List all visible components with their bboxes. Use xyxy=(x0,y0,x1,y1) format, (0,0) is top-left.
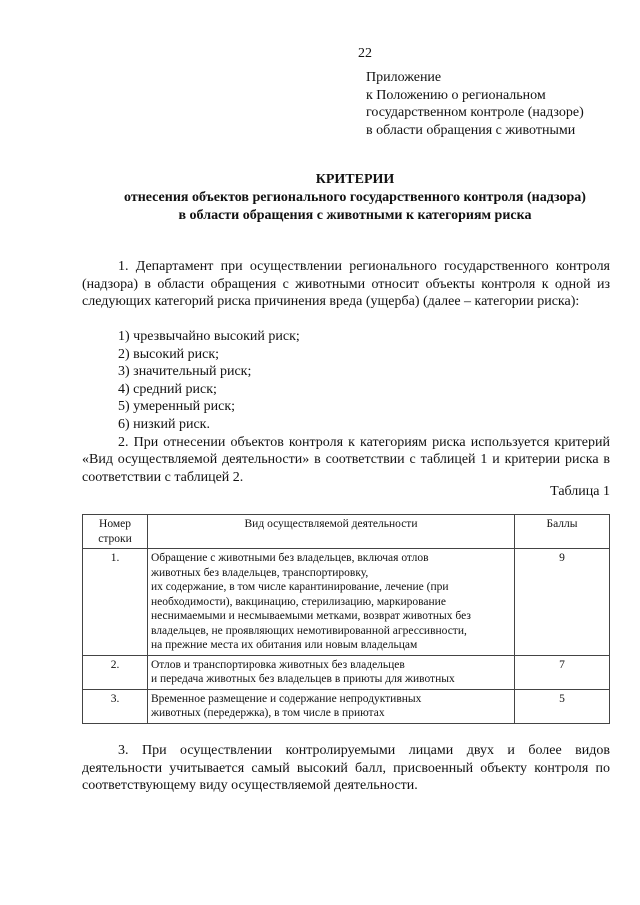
row-number: 3. xyxy=(83,689,148,723)
activity-line: Обращение с животными без владельцев, включая отлов xyxy=(151,552,429,564)
appendix-line: к Положению о региональном xyxy=(366,87,546,103)
row-number: 1. xyxy=(83,549,148,656)
risk-list-item: 1) чрезвычайно высокий риск; xyxy=(118,329,300,344)
row-activity xyxy=(148,549,515,656)
risk-list-item: 6) низкий риск. xyxy=(118,417,210,432)
appendix-line: Приложение xyxy=(366,70,442,85)
row-activity xyxy=(148,689,515,723)
activity-line: на прежние места их обитания или новым владельцам xyxy=(151,639,418,651)
row-score: 5 xyxy=(515,689,610,723)
row-number: 2. xyxy=(83,655,148,689)
table-row xyxy=(83,689,610,723)
subtitle-line: в области обращения с животными к категориям риска xyxy=(178,208,532,223)
row-score: 9 xyxy=(515,549,610,656)
page-number: 22 xyxy=(358,46,372,61)
table-caption: Таблица 1 xyxy=(550,484,610,499)
table-row xyxy=(83,549,610,656)
activity-line: и передача животных без владельцев в приюты для животных xyxy=(151,673,455,685)
activity-line: животных (передержка), в том числе в приютах xyxy=(151,707,385,719)
activity-line: необходимости), вакцинацию, стерилизацию, маркирование xyxy=(151,595,446,608)
table-row xyxy=(83,655,610,689)
paragraph-3: 3. При осуществлении контролируемыми лицами двух и более видов деятельности учитывается самый высокий балл, присвоенный объекту контроля по соответствующему виду осуществляемой деятельности. xyxy=(82,743,610,794)
risk-list-item: 4) средний риск; xyxy=(118,381,217,397)
risk-list-item: 5) умеренный риск; xyxy=(118,399,236,415)
row-activity xyxy=(148,655,515,689)
appendix-block xyxy=(366,69,584,139)
row-score: 7 xyxy=(515,655,610,689)
paragraph-2: 2. При отнесении объектов контроля к категориям риска используется критерий «Вид осуществляемой деятельности» в соответствии с таблицей 1 и критерии риска в соответствии с таблицей 2. xyxy=(82,434,610,485)
activity-line: Временное размещение и содержание непродуктивных xyxy=(151,692,422,705)
document-title: КРИТЕРИИ xyxy=(315,172,395,187)
risk-list-item: 3) значительный риск; xyxy=(118,364,252,380)
activity-line: неснимаемыми и несмываемыми метками, возврат животных без xyxy=(151,610,471,622)
subtitle-line: отнесения объектов регионального государственного контроля (надзора) xyxy=(124,190,586,205)
appendix-line: в области обращения с животными xyxy=(366,122,576,138)
criteria-table xyxy=(82,514,610,724)
activity-line: владельцев, не проявляющих немотивированной агрессивности, xyxy=(151,624,467,637)
document-subtitle xyxy=(60,189,640,225)
header-row-number: Номер строки xyxy=(83,515,148,549)
appendix-line: государственном контроле (надзоре) xyxy=(366,105,584,120)
header-activity: Вид осуществляемой деятельности xyxy=(148,515,515,549)
activity-line: их содержание, в том числе карантинирование, лечение (при xyxy=(151,581,449,593)
activity-line: животных без владельцев, транспортировку, xyxy=(151,566,369,579)
paragraph-1: 1. Департамент при осуществлении регионального государственного контроля (надзора) в области обращения с животными относит объекты контроля к одной из следующих категорий риска причинения вреда (ущерба) (далее – категории риска): xyxy=(82,259,610,310)
activity-line: Отлов и транспортировка животных без владельцев xyxy=(151,658,405,671)
table-header-row xyxy=(83,515,610,549)
risk-list-item: 2) высокий риск; xyxy=(118,346,220,362)
header-score: Баллы xyxy=(515,515,610,549)
